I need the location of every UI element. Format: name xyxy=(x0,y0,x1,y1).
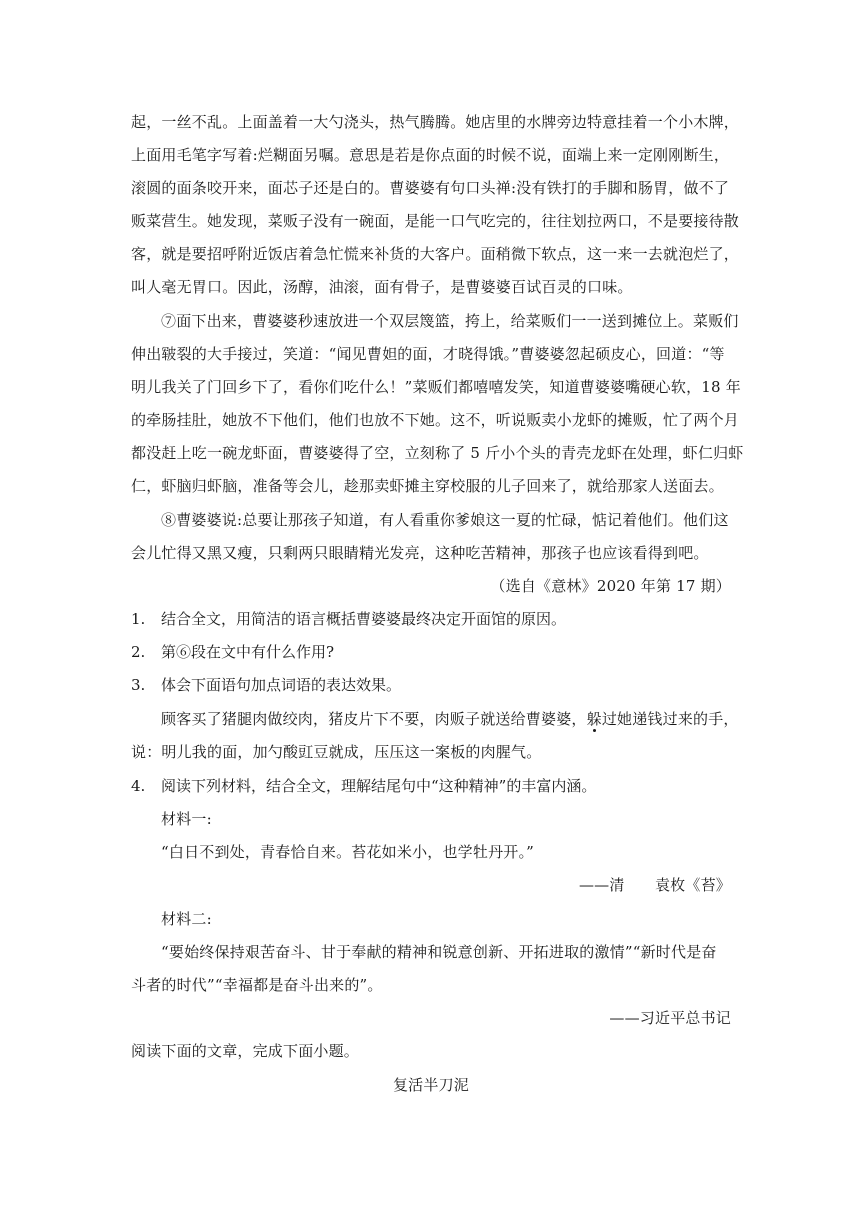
passage-line: 起，一丝不乱。上面盖着一大勺浇头，热气腾腾。她店里的水牌旁边特意挂着一个小木牌， xyxy=(131,113,740,131)
passage-line: 叫人毫无胃口。因此，汤醇，油滚，面有骨子，是曹婆婆百试百灵的口味。 xyxy=(131,278,633,296)
passage-line: 的牵肠挂肚，她放不下他们，他们也放不下她。这不，听说贩卖小龙虾的摊贩，忙了两个月 xyxy=(131,411,740,429)
material-quote: 斗者的时代”“幸福都是奋斗出来的”。 xyxy=(131,976,383,994)
passage-line: 都没赶上吃一碗龙虾面，曹婆婆得了空，立刻称了 5 斤小个头的青壳龙虾在处理，虾仁归虾 xyxy=(131,444,744,462)
material-label: 材料一: xyxy=(161,810,212,828)
passage-line: 滚圆的面条咬开来，面芯子还是白的。曹婆婆有句口头禅:没有铁打的手脚和肠胃，做不了 xyxy=(131,179,730,197)
question-text: 体会下面语句加点词语的表达效果。 xyxy=(161,676,402,694)
question-number: 3. xyxy=(131,676,146,694)
quote-text: 过她递钱过来的手， xyxy=(601,710,739,728)
material-quote: “要始终保持艰苦奋斗、甘于奉献的精神和锐意创新、开拓进取的激情”“新时代是奋 xyxy=(161,943,717,961)
material-quote: “白日不到处，青春恰自来。苔花如米小，也学牡丹开。” xyxy=(161,843,535,861)
passage-line: ⑦面下出来，曹婆婆秒速放进一个双层篾篮，挎上，给菜贩们一一送到摊位上。菜贩们 xyxy=(161,312,739,330)
passage-line: 伸出皲裂的大手接过，笑道：“闻见曹妲的面，才晓得饿。”曹婆婆忽起硕皮心，回道：“等 xyxy=(131,345,725,363)
source-citation: （选自《意林》2020 年第 17 期） xyxy=(490,577,731,595)
material-attribution: ——清 袁枚《苔》 xyxy=(578,876,731,894)
passage-line: 贩菜营生。她发现，菜贩子没有一碗面，是能一口气吃完的，往往划拉两口，不是要接待散 xyxy=(131,212,740,230)
passage-line: 仁，虾脑归虾脑，准备等会儿，趁那卖虾摊主穿校服的儿子回来了，就给那家人送面去。 xyxy=(131,477,724,495)
quote-text: 顾客买了猪腿肉做绞肉，猪皮片下不要，肉贩子就送给曹婆婆， xyxy=(161,710,587,728)
material-label: 材料二: xyxy=(161,910,212,928)
passage-line: 明儿我关了门回乡下了，看你们吃什么！”菜贩们都嘻嘻发笑，知道曹婆婆嘴硬心软，18 年 xyxy=(131,378,741,396)
passage-line: ⑧曹婆婆说:总要让那孩子知道，有人看重你爹娘这一夏的忙碌，惦记着他们。他们这 xyxy=(161,511,729,529)
question-text: 阅读下列材料，结合全文，理解结尾句中“这种精神”的丰富内涵。 xyxy=(161,777,597,795)
section-instruction: 阅读下面的文章，完成下面小题。 xyxy=(131,1042,360,1060)
passage-line: 客，就是要招呼附近饭店着急忙慌来补货的大客户。面稍微下软点，这一来一去就泡烂了， xyxy=(131,245,740,263)
question-text: 结合全文，用简洁的语言概括曹婆婆最终决定开面馆的原因。 xyxy=(161,610,567,628)
question-number: 2. xyxy=(131,643,146,661)
question-number: 4. xyxy=(131,777,146,795)
question-number: 1. xyxy=(131,610,146,628)
quoted-sentence-cont: 说：明儿我的面，加勺酸豇豆就成，压压这一案板的肉腥气。 xyxy=(131,743,542,761)
quoted-sentence xyxy=(161,709,739,729)
passage-line: 会儿忙得又黑又瘦，只剩两只眼睛精光发亮，这种吃苦精神，那孩子也应该看得到吧。 xyxy=(131,544,709,562)
emphasized-word: 躲 xyxy=(586,710,602,728)
question-text: 第⑥段在文中有什么作用? xyxy=(161,643,335,661)
passage-line: 上面用毛笔字写着:烂糊面另嘱。意思是若是你点面的时候不说，面端上来一定刚刚断生， xyxy=(131,146,730,164)
material-attribution: ——习近平总书记 xyxy=(609,1009,731,1027)
article-title: 复活半刀泥 xyxy=(392,1076,469,1094)
